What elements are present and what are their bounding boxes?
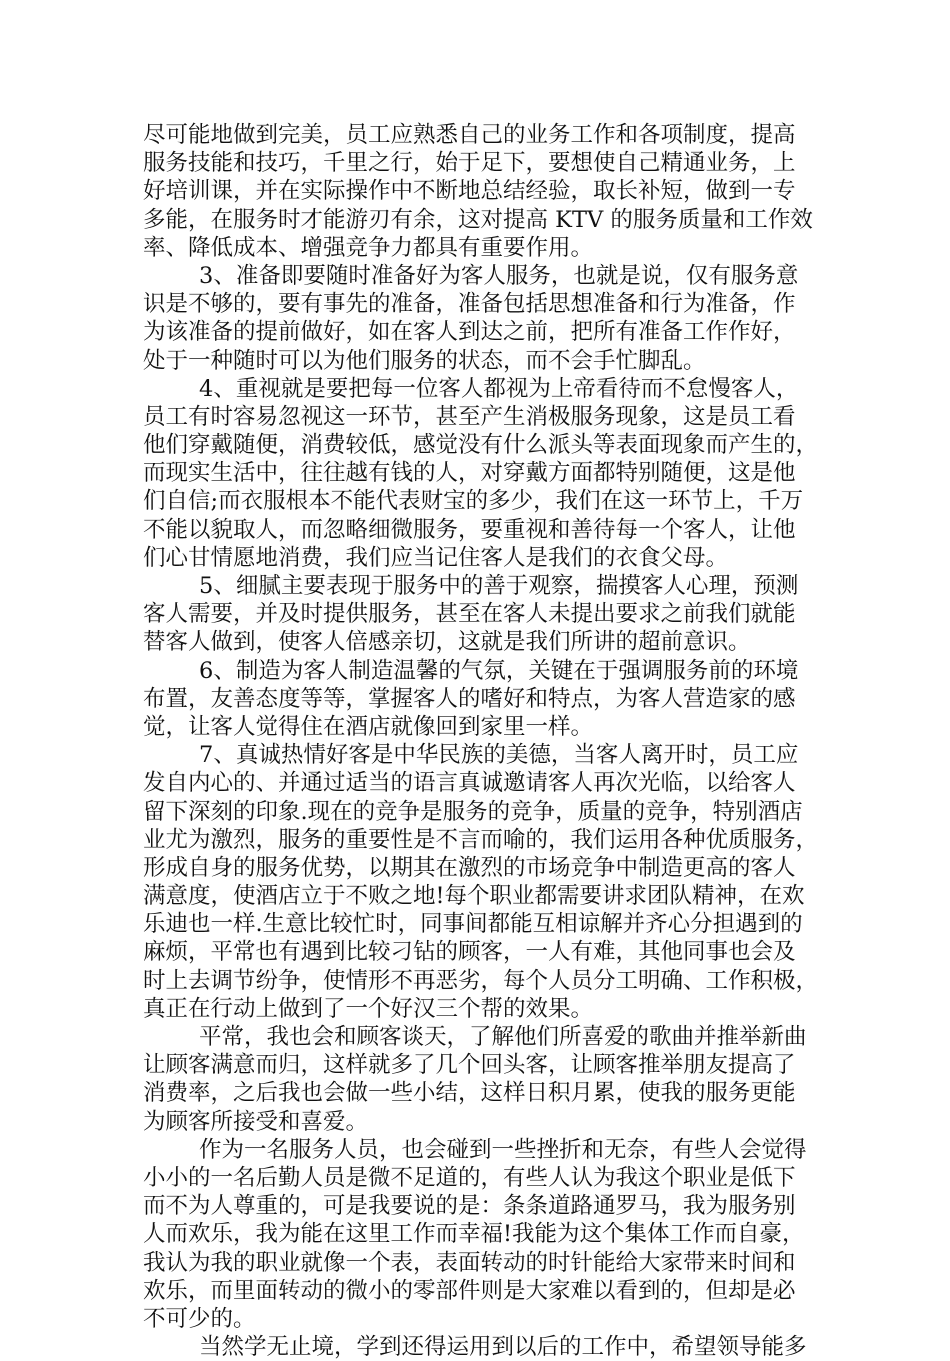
- paragraph-first-line: 6、制造为客人制造温馨的气氛，关键在于强调服务前的环境: [199, 657, 799, 684]
- text-line: 识是不够的，要有事先的准备，准备包括思想准备和行为准备，作: [143, 291, 796, 318]
- paragraph-first-line: 7、真诚热情好客是中华民族的美德，当客人离开时，员工应: [199, 742, 799, 769]
- paragraph-first-line: 作为一名服务人员，也会碰到一些挫折和无奈，有些人会觉得: [199, 1136, 807, 1163]
- text-line: 员工有时容易忽视这一环节，甚至产生消极服务现象，这是员工看: [143, 403, 796, 430]
- text-line: 布置，友善态度等等，掌握客人的嗜好和特点，为客人营造家的感: [143, 685, 796, 712]
- text-line: 好培训课，并在实际操作中不断地总结经验，取长补短，做到一专: [143, 178, 796, 205]
- text-line: 服务技能和技巧，千里之行，始于足下，要想使自己精通业务，上: [143, 150, 796, 177]
- text-line: 时上去调节纷争，使情形不再恶劣，每个人员分工明确、工作积极，: [143, 967, 819, 994]
- text-line: 觉，让客人觉得住在酒店就像回到家里一样。: [143, 713, 594, 740]
- paragraph-first-line: 5、细腻主要表现于服务中的善于观察，揣摸客人心理，预测: [199, 573, 799, 599]
- text-line: 人而欢乐，我为能在这里工作而幸福!我能为这个集体工作而自豪，: [143, 1221, 805, 1248]
- text-line: 发自内心的、并通过适当的语言真诚邀请客人再次光临，以给客人: [143, 770, 796, 797]
- text-line: 们自信;而衣服根本不能代表财宝的多少，我们在这一环节上，千万: [143, 488, 804, 515]
- paragraph-first-line: 当然学无止境，学到还得运用到以后的工作中，希望领导能多: [199, 1334, 807, 1361]
- text-line: 留下深刻的印象.现在的竞争是服务的竞争，质量的竞争，特别酒店: [143, 798, 803, 825]
- text-line: 客人需要，并及时提供服务，甚至在客人未提出要求之前我们就能: [143, 601, 796, 628]
- text-line: 多能，在服务时才能游刃有余，这对提高 KTV 的服务质量和工作效: [143, 206, 813, 233]
- text-line: 麻烦，平常也有遇到比较刁钻的顾客，一人有难，其他同事也会及: [143, 939, 796, 966]
- text-line: 而现实生活中，往往越有钱的人，对穿戴方面都特别随便，这是他: [143, 460, 796, 487]
- text-line: 业尤为激烈，服务的重要性是不言而喻的，我们运用各种优质服务，: [143, 826, 819, 853]
- text-line: 消费率，之后我也会做一些小结，这样日积月累，使我的服务更能: [143, 1080, 796, 1107]
- text-line: 让顾客满意而归，这样就多了几个回头客，让顾客推举朋友提高了: [143, 1052, 796, 1079]
- text-line: 替客人做到，使客人倍感亲切，这就是我们所讲的超前意识。: [143, 629, 751, 656]
- text-line: 他们穿戴随便，消费较低，感觉没有什么派头等表面现象而产生的，: [143, 432, 819, 459]
- text-line: 我认为我的职业就像一个表，表面转动的时针能给大家带来时间和: [143, 1249, 796, 1276]
- paragraph-first-line: 4、重视就是要把每一位客人都视为上帝看待而不怠慢客人，: [199, 375, 799, 402]
- text-line: 为该准备的提前做好，如在客人到达之前，把所有准备工作作好，: [143, 319, 796, 346]
- document-body: [143, 121, 823, 1361]
- text-line: 不可少的。: [143, 1305, 256, 1332]
- text-line: 真正在行动上做到了一个好汉三个帮的效果。: [143, 995, 594, 1022]
- text-line: 不能以貌取人，而忽略细微服务，要重视和善待每一个客人，让他: [143, 516, 796, 543]
- text-line: 形成自身的服务优势，以期其在激烈的市场竞争中制造更高的客人: [143, 854, 796, 881]
- paragraph-first-line: 3、准备即要随时准备好为客人服务，也就是说，仅有服务意: [199, 262, 799, 289]
- text-line: 们心甘情愿地消费，我们应当记住客人是我们的衣食父母。: [143, 544, 729, 571]
- paragraph-first-line: 平常，我也会和顾客谈天，了解他们所喜爱的歌曲并推举新曲: [199, 1024, 807, 1050]
- text-line: 满意度，使酒店立于不败之地!每个职业都需要讲求团队精神，在欢: [143, 883, 805, 910]
- text-line: 乐迪也一样.生意比较忙时，同事间都能互相谅解并齐心分担遇到的: [143, 911, 803, 938]
- text-line: 处于一种随时可以为他们服务的状态，而不会手忙脚乱。: [143, 347, 706, 374]
- text-line: 欢乐，而里面转动的微小的零部件则是大家难以看到的，但却是必: [143, 1277, 796, 1304]
- text-line: 而不为人尊重的，可是我要说的是：条条道路通罗马，我为服务别: [143, 1193, 796, 1220]
- text-line: 率、降低成本、增强竞争力都具有重要作用。: [143, 234, 594, 261]
- text-line: 小小的一名后勤人员是微不足道的，有些人认为我这个职业是低下: [143, 1164, 796, 1191]
- text-line: 为顾客所接受和喜爱。: [143, 1108, 369, 1135]
- text-line: 尽可能地做到完美，员工应熟悉自己的业务工作和各项制度，提高: [143, 122, 796, 148]
